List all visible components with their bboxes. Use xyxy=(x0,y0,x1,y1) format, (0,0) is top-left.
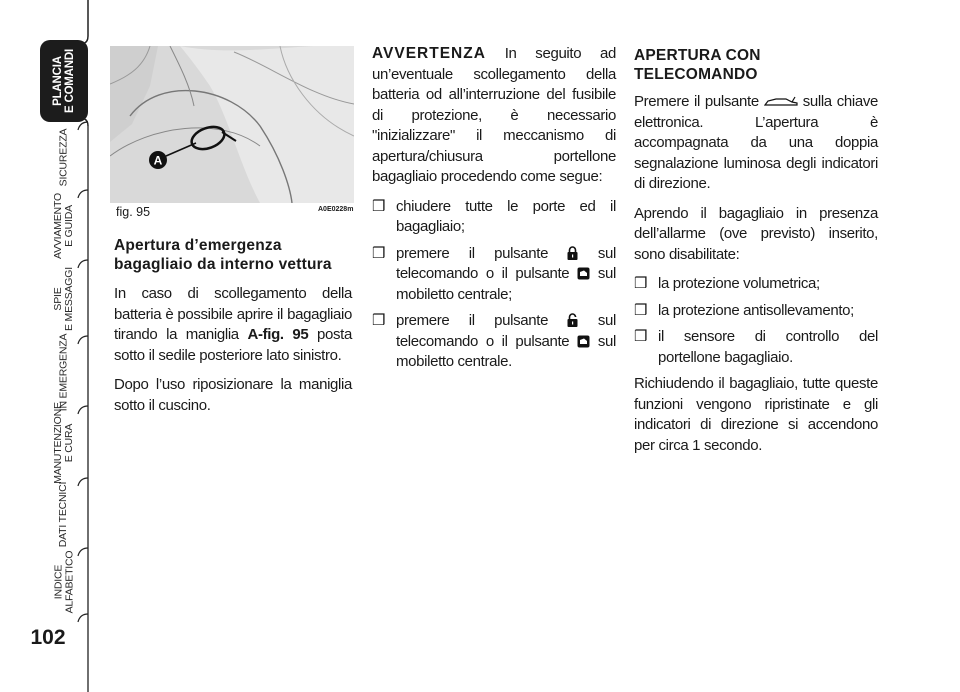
checkbox-bullet-icon: ❒ xyxy=(634,328,648,345)
figure-caption: fig. 95 xyxy=(116,205,151,219)
callout-a: A xyxy=(153,153,163,168)
list-item: ❒ la protezione antisollevamento; xyxy=(634,301,878,322)
left-column xyxy=(114,236,352,425)
warning-label: AVVERTENZA xyxy=(372,45,486,62)
figure-code: A0E0228m xyxy=(318,206,354,213)
car-trunk-icon xyxy=(764,96,798,108)
remote-opening-heading: APERTURA CON TELECOMANDO xyxy=(634,47,761,83)
tab-plancia-e-comandi[interactable]: PLANCIA E COMANDI xyxy=(51,48,76,114)
checkbox-bullet-icon: ❒ xyxy=(634,275,648,292)
tab-sicurezza[interactable]: SICUREZZA xyxy=(57,128,70,186)
reposition-paragraph: Dopo l’uso riposizionare la maniglia sotto il cuscino. xyxy=(114,376,352,414)
figure-emergency-handle xyxy=(110,46,354,203)
list-item: ❒ premere il pulsante sul telecomando o il pulsante sul mobiletto centrale. xyxy=(372,311,616,373)
checkbox-bullet-icon: ❒ xyxy=(372,244,386,262)
list-item: ❒ premere il pulsante sul telecomando o il pulsante sul mobiletto centrale; xyxy=(372,244,616,306)
lock-closed-icon xyxy=(567,246,578,260)
alarm-paragraph: Aprendo il bagagliaio in presenza dell’allarme (ove previsto) inserito, sono disabilitate: xyxy=(634,204,878,263)
list-item: ❒ il sensore di controllo del portellone bagagliaio. xyxy=(634,327,878,368)
page-number: 102 xyxy=(30,626,66,649)
warning-paragraph: AVVERTENZA In seguito ad un’eventuale scollegamento della batteria od all’interruzione del fusibile di protezione, è necessario "inizializzare" il meccanismo di apertura/chiusura portellone bagagliaio procedendo come segue: xyxy=(372,45,616,185)
remote-opening-paragraph: Premere il pulsante sulla chiave elettronica. L’apertura è accompagnata da una doppia segnalazione luminosa degli indicatori di direzione. xyxy=(634,93,878,192)
tab-in-emergenza[interactable]: IN EMERGENZA xyxy=(57,333,70,411)
figure-reference: A-fig. 95 xyxy=(247,326,309,343)
emergency-paragraph: In caso di scollegamento della batteria è possibile aprire il bagagliaio tirando la maniglia A-fig. 95 posta sotto il sedile posteriore lato sinistro. xyxy=(114,285,352,364)
lock-open-icon xyxy=(567,313,578,327)
trunk-button-icon xyxy=(577,267,590,280)
tab-spie-e-messaggi[interactable]: SPIE E MESSAGGI xyxy=(52,267,75,331)
checkbox-bullet-icon: ❒ xyxy=(372,197,386,215)
tab-manutenzione-e-cura[interactable]: MANUTENZIONE E CURA xyxy=(51,402,75,484)
list-item: ❒ la protezione volumetrica; xyxy=(634,274,878,295)
right-column xyxy=(634,46,878,465)
tab-indice-alfabetico[interactable]: INDICE ALFABETICO xyxy=(52,550,75,614)
seat-handle-illustration xyxy=(110,46,354,203)
closing-paragraph: Richiudendo il bagagliaio, tutte queste funzioni vengono ripristinate e gli indicatori di direzione si accendono per circa 1 secondo. xyxy=(634,375,878,454)
emergency-heading: Apertura d’emergenza bagagliaio da interno vettura xyxy=(114,237,332,273)
trunk-button-icon xyxy=(577,335,590,348)
list-item: ❒ chiudere tutte le porte ed il bagagliaio; xyxy=(372,197,616,238)
checkbox-bullet-icon: ❒ xyxy=(634,301,648,319)
middle-column xyxy=(372,44,616,379)
tab-dati-tecnici[interactable]: DATI TECNICI xyxy=(57,481,70,547)
checkbox-bullet-icon: ❒ xyxy=(372,312,386,329)
tab-avviamento-e-guida[interactable]: AVVIAMENTO E GUIDA xyxy=(51,193,75,259)
chapter-sidebar xyxy=(0,0,92,692)
